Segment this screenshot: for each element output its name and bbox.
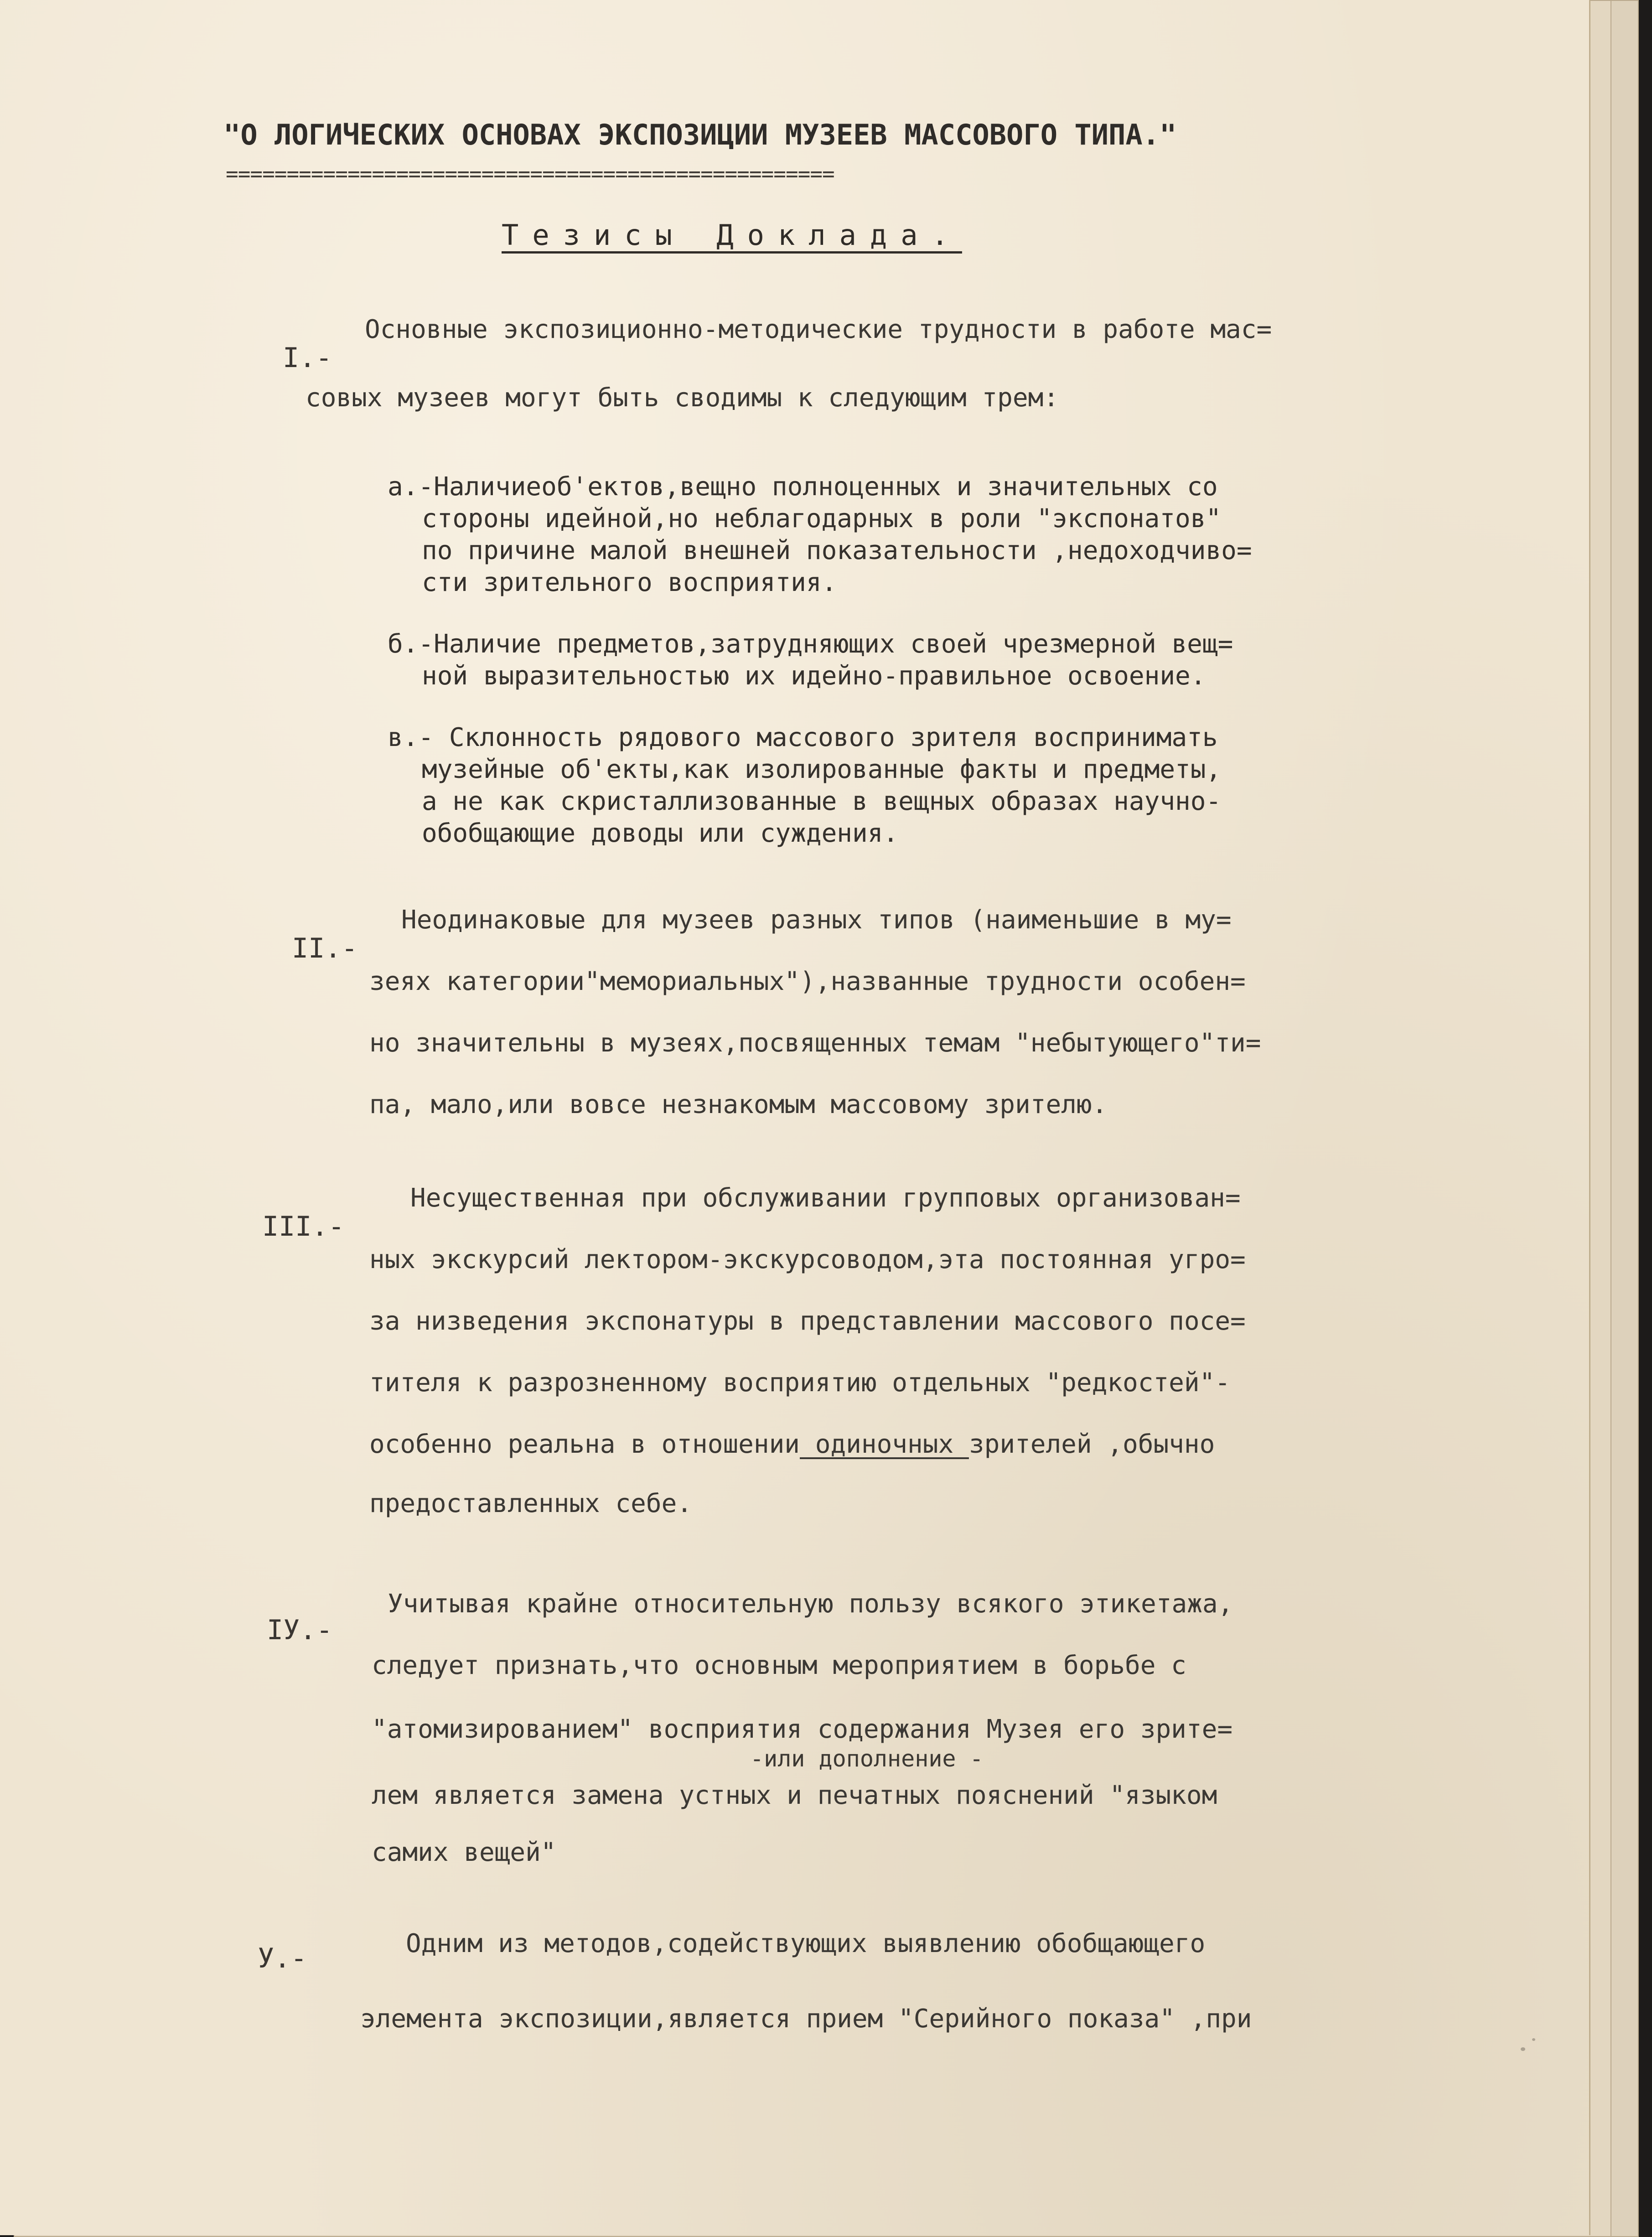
section-2-line-2: зеях категории"мемориальных"),названные трудности особен=	[369, 967, 1246, 996]
section-3-line-1: Несущественная при обслуживании групповых организован=	[410, 1183, 1241, 1213]
section-3-line-2: ных экскурсий лектором-экскурсоводом,эта постоянная угро=	[369, 1245, 1246, 1274]
section-2-line-1: Неодинаковые для музеев разных типов (наименьшие в му=	[401, 905, 1232, 935]
ink-stain	[1532, 2038, 1535, 2041]
section-3-number: III.-	[262, 1211, 345, 1243]
section-5-line-2: элемента экспозиции,является прием "Серийного показа" ,при	[360, 2004, 1252, 2034]
item-c-line-3: а не как скристаллизованные в вещных образах научно-	[422, 787, 1222, 816]
item-c-line-1: в.- Склонность рядового массового зрителя воспринимать	[388, 723, 1218, 752]
section-4-line-5: самих вещей"	[372, 1838, 556, 1867]
item-c-line-2: музейные об'екты,как изолированные факты и предметы,	[422, 755, 1222, 784]
underlined-word-odinochnyh: одиночных	[800, 1429, 969, 1459]
section-5-number: У.-	[258, 1942, 307, 1974]
section-1-number: I.-	[283, 342, 332, 374]
item-a-line-1: а.-Наличиеоб'ектов,вещно полноценных и значительных со	[388, 472, 1218, 502]
section-3-line-5-before: особенно реальна в отношении	[369, 1429, 800, 1459]
section-4-line-2: следует признать,что основным мероприятием в борьбе с	[372, 1651, 1186, 1680]
section-4-insertion: -или дополнение -	[750, 1745, 984, 1772]
section-3-line-3: за низведения экспонатуры в представлении массового посе=	[369, 1306, 1246, 1336]
item-a-line-2: стороны идейной,но неблагодарных в роли "экспонатов"	[422, 504, 1222, 533]
section-5-line-1: Одним из методов,содействующих выявлению обобщающего	[406, 1929, 1206, 1958]
item-a-line-3: по причине малой внешней показательности ,недоходчиво=	[422, 536, 1252, 565]
item-b-line-2: ной выразительностью их идейно-правильное освоение.	[422, 661, 1206, 691]
section-2-number: II.-	[292, 932, 358, 964]
ink-stain	[1521, 2047, 1525, 2051]
title-double-rule: ==================================================	[226, 161, 834, 186]
section-3-line-5	[369, 1429, 1215, 1459]
section-1-line-1: Основные экспозиционно-методические трудности в работе мас=	[365, 315, 1272, 344]
section-3-line-4: тителя к разрозненному восприятию отдельных "редкостей"-	[369, 1368, 1231, 1398]
item-c-line-4: обобщающие доводы или суждения.	[422, 818, 899, 848]
section-1-line-2: совых музеев могут быть сводимы к следующим трем:	[306, 383, 1059, 413]
document-subtitle: Тезисы Доклада.	[502, 218, 962, 252]
item-b-line-1: б.-Наличие предметов,затрудняющих своей чрезмерной вещ=	[388, 629, 1233, 659]
section-2-line-3: но значительны в музеях,посвященных темам "небытующего"ти=	[369, 1028, 1261, 1058]
section-4-number: IУ.-	[267, 1614, 333, 1646]
document-title: "О ЛОГИЧЕСКИХ ОСНОВАХ ЭКСПОЗИЦИИ МУЗЕЕВ МАССОВОГО ТИПА."	[223, 118, 1177, 151]
section-4-line-4: лем является замена устных и печатных пояснений "языком	[372, 1781, 1217, 1810]
section-2-line-4: па, мало,или вовсе незнакомым массовому зрителю.	[369, 1090, 1108, 1119]
item-a-line-4: сти зрительного восприятия.	[422, 568, 837, 597]
section-3-line-5-after: зрителей ,обычно	[968, 1429, 1215, 1459]
section-4-line-1: Учитывая крайне относительную пользу всякого этикетажа,	[388, 1589, 1233, 1619]
section-4-line-3: "атомизированием" восприятия содержания Музея его зрите=	[372, 1714, 1233, 1744]
section-3-line-6: предоставленных себе.	[369, 1489, 693, 1518]
